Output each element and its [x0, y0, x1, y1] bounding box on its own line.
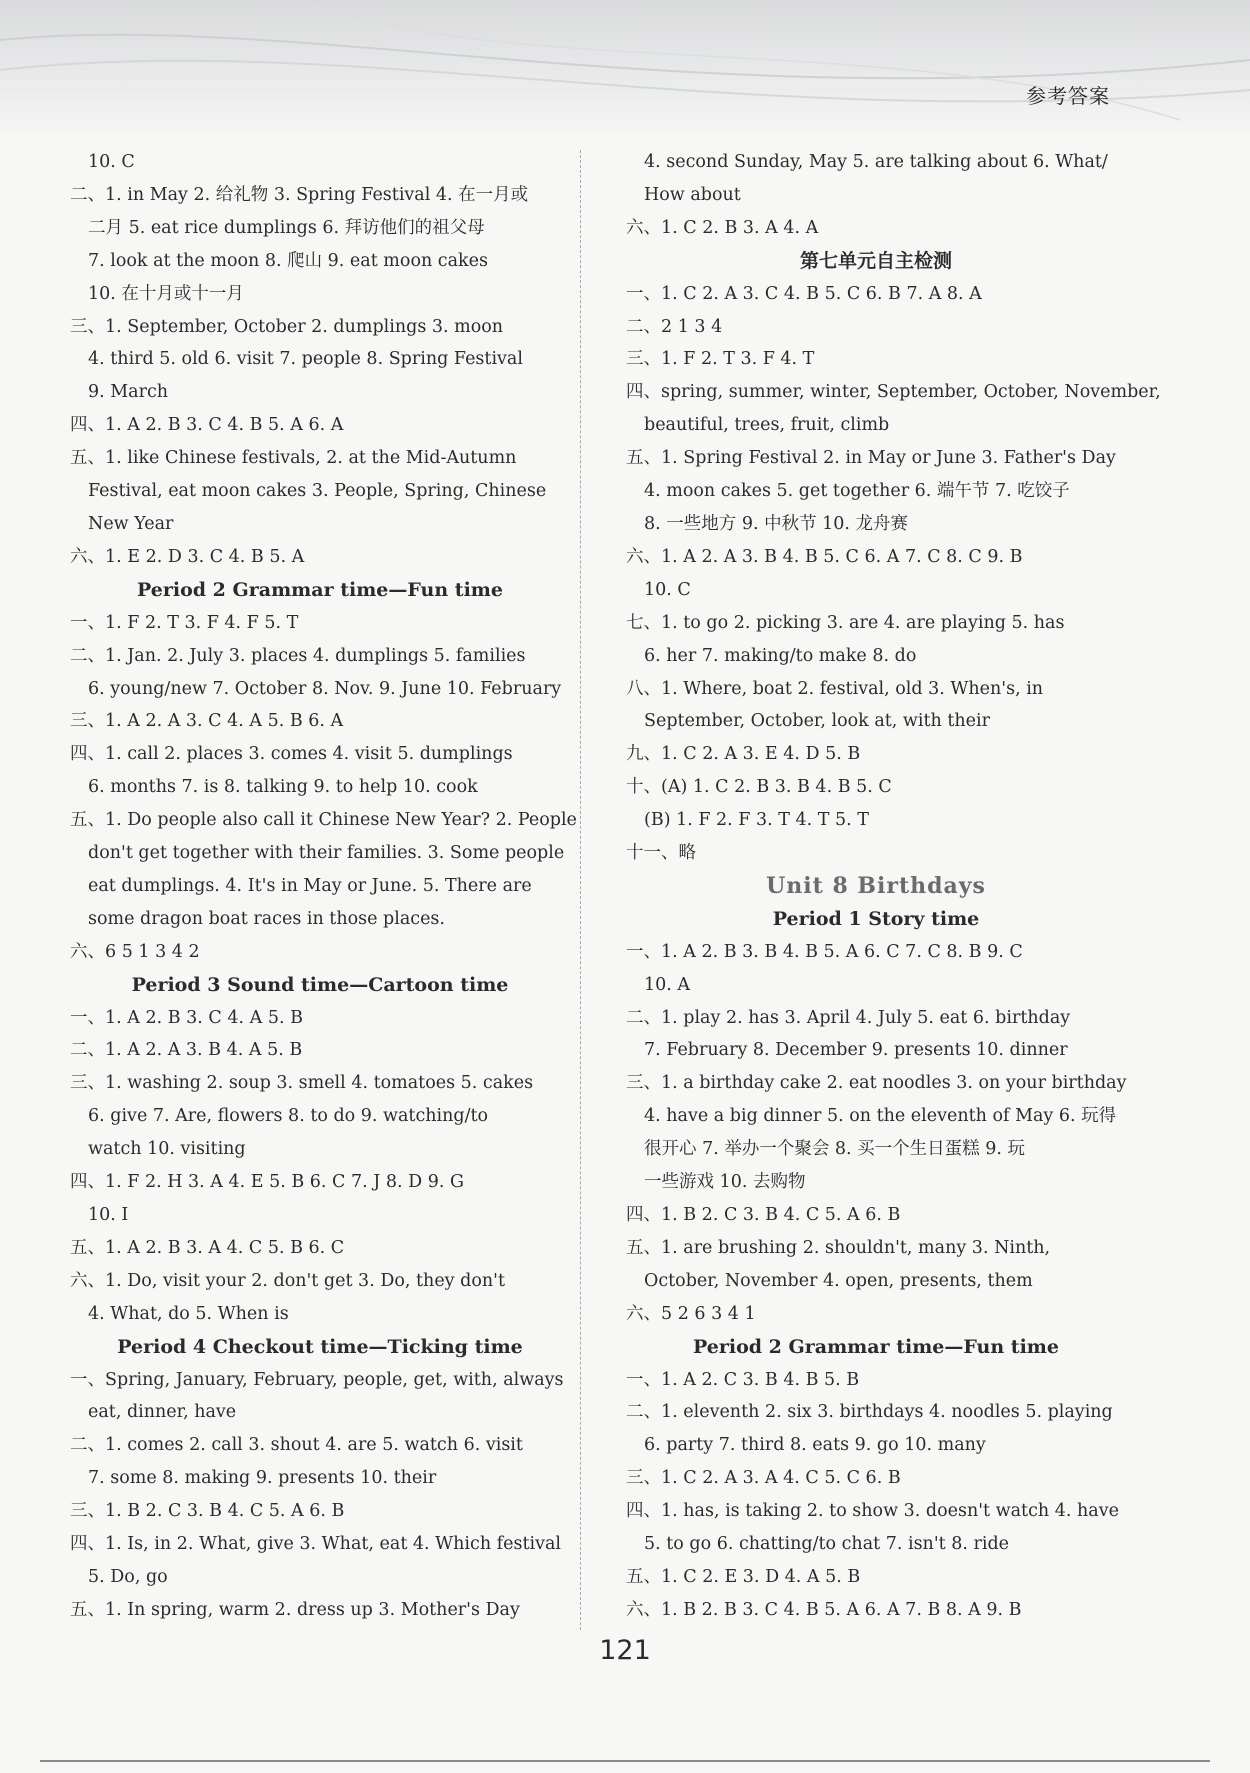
answer-line: 五、1. like Chinese festivals, 2. at the Mid-Autumn	[70, 448, 517, 469]
answer-line: 七、1. to go 2. picking 3. are 4. are playing 5. has	[626, 612, 1065, 633]
answer-line: 八、1. Where, boat 2. festival, old 3. When's, in	[626, 678, 1044, 699]
answer-line: 四、1. A 2. B 3. C 4. B 5. A 6. A	[70, 415, 344, 436]
answer-line: 四、spring, summer, winter, September, October, November,	[626, 382, 1161, 403]
answer-line: 三、1. washing 2. soup 3. smell 4. tomatoes 5. cakes	[70, 1073, 534, 1094]
right-column	[626, 146, 1161, 1627]
answer-line: 4. moon cakes 5. get together 6. 端午节 7. 吃饺子	[644, 481, 1070, 502]
answer-line: 五、1. A 2. B 3. A 4. C 5. B 6. C	[70, 1237, 345, 1258]
answer-line: 一、1. F 2. T 3. F 4. F 5. T	[70, 612, 299, 633]
answer-line: 一、Spring, January, February, people, get, with, always	[70, 1369, 564, 1390]
answer-line: 10. C	[644, 579, 691, 600]
answer-line: 很开心 7. 举办一个聚会 8. 买一个生日蛋糕 9. 玩	[644, 1139, 1025, 1160]
answer-line: 四、1. Is, in 2. What, give 3. What, eat 4. Which festival	[70, 1534, 562, 1555]
section-title: Period 2 Grammar time—Fun time	[693, 1335, 1059, 1358]
answer-line: 二、1. comes 2. call 3. shout 4. are 5. watch 6. visit	[70, 1435, 523, 1456]
answer-line: 四、1. has, is taking 2. to show 3. doesn't watch 4. have	[626, 1501, 1119, 1522]
answer-line: 6. party 7. third 8. eats 9. go 10. many	[644, 1435, 986, 1456]
answer-line: 4. have a big dinner 5. on the eleventh of May 6. 玩得	[644, 1106, 1117, 1127]
answer-line: 十一、略	[626, 843, 696, 864]
answer-line: 五、1. are brushing 2. shouldn't, many 3. Ninth,	[626, 1237, 1051, 1258]
answer-line: 8. 一些地方 9. 中秋节 10. 龙舟赛	[644, 513, 909, 534]
answer-line: 十、(A) 1. C 2. B 3. B 4. B 5. C	[626, 777, 892, 798]
answer-line: 六、6 5 1 3 4 2	[70, 941, 200, 962]
answer-line: 四、1. call 2. places 3. comes 4. visit 5. dumplings	[70, 744, 513, 765]
answer-line: 一、1. C 2. A 3. C 4. B 5. C 6. B 7. A 8. A	[626, 283, 982, 304]
answer-line: 三、1. A 2. A 3. C 4. A 5. B 6. A	[70, 711, 344, 732]
answer-line: 五、1. Spring Festival 2. in May or June 3. Father's Day	[626, 448, 1116, 469]
answer-line: 九、1. C 2. A 3. E 4. D 5. B	[626, 744, 861, 765]
answer-line: 一、1. A 2. B 3. B 4. B 5. A 6. C 7. C 8. B 9. C	[626, 941, 1023, 962]
header-label: 参考答案	[1026, 84, 1110, 108]
answer-line: 六、1. E 2. D 3. C 4. B 5. A	[70, 546, 305, 567]
answer-line: 6. young/new 7. October 8. Nov. 9. June 10. February	[88, 678, 562, 699]
answer-line: 10. I	[88, 1205, 129, 1225]
answer-line: 6. give 7. Are, flowers 8. to do 9. watching/to	[88, 1106, 489, 1127]
answer-line: 二、2 1 3 4	[626, 316, 723, 337]
answer-line: 三、1. a birthday cake 2. eat noodles 3. on your birthday	[626, 1073, 1127, 1094]
answer-line: 三、1. F 2. T 3. F 4. T	[626, 349, 815, 370]
answer-line: October, November 4. open, presents, them	[644, 1270, 1033, 1291]
answer-line: watch 10. visiting	[88, 1139, 246, 1160]
column-divider	[580, 150, 582, 1630]
answer-line: 四、1. F 2. H 3. A 4. E 5. B 6. C 7. J 8. D 9. G	[70, 1172, 464, 1193]
answer-line: 二、1. play 2. has 3. April 4. July 5. eat 6. birthday	[626, 1007, 1071, 1028]
answer-line: 5. to go 6. chatting/to chat 7. isn't 8. ride	[644, 1534, 1010, 1555]
answer-line: 4. second Sunday, May 5. are talking about 6. What/	[644, 152, 1108, 172]
answer-line: 六、1. Do, visit your 2. don't get 3. Do, they don't	[70, 1270, 505, 1291]
answer-line: 二、1. eleventh 2. six 3. birthdays 4. noodles 5. playing	[626, 1402, 1113, 1423]
answer-line: don't get together with their families. 3. Some people	[88, 843, 565, 864]
answer-line: some dragon boat races in those places.	[88, 908, 445, 929]
section-title: Period 2 Grammar time—Fun time	[137, 578, 503, 601]
answer-line: eat, dinner, have	[88, 1402, 237, 1423]
answer-line: 二、1. in May 2. 给礼物 3. Spring Festival 4. 在一月或	[70, 184, 529, 205]
answer-line: 6. months 7. is 8. talking 9. to help 10. cook	[88, 777, 478, 798]
answer-line: 六、1. C 2. B 3. A 4. A	[626, 217, 819, 238]
answer-line: 一、1. A 2. B 3. C 4. A 5. B	[70, 1007, 303, 1028]
section-title: Period 1 Story time	[772, 907, 980, 930]
answer-line: Festival, eat moon cakes 3. People, Spring, Chinese	[88, 481, 547, 502]
page-number: 121	[599, 1635, 651, 1666]
answer-line: 4. third 5. old 6. visit 7. people 8. Spring Festival	[88, 349, 523, 370]
answer-line: 6. her 7. making/to make 8. do	[644, 645, 917, 666]
answer-line: 10. 在十月或十一月	[88, 283, 244, 304]
section-title: Period 3 Sound time—Cartoon time	[131, 973, 509, 996]
answer-line: 二、1. Jan. 2. July 3. places 4. dumplings 5. families	[70, 645, 526, 666]
answer-line: 三、1. C 2. A 3. A 4. C 5. C 6. B	[626, 1468, 901, 1489]
answer-line: 六、5 2 6 3 4 1	[626, 1303, 756, 1324]
answer-line: 7. look at the moon 8. 爬山 9. eat moon cakes	[88, 250, 488, 271]
answer-line: New Year	[88, 513, 174, 534]
section-title: 第七单元自主检测	[799, 249, 952, 272]
answer-line: 5. Do, go	[88, 1566, 168, 1587]
answer-line: (B) 1. F 2. F 3. T 4. T 5. T	[644, 810, 869, 831]
footer-line	[40, 1760, 1210, 1762]
answer-line: 五、1. In spring, warm 2. dress up 3. Mother's Day	[70, 1599, 520, 1620]
answer-line: beautiful, trees, fruit, climb	[644, 415, 890, 436]
answer-line: eat dumplings. 4. It's in May or June. 5. There are	[88, 875, 532, 896]
answer-line: 7. February 8. December 9. presents 10. dinner	[644, 1040, 1068, 1061]
answer-line: 二、1. A 2. A 3. B 4. A 5. B	[70, 1040, 303, 1061]
answer-line: 五、1. Do people also call it Chinese New Year? 2. People	[70, 810, 577, 831]
answer-line: 三、1. B 2. C 3. B 4. C 5. A 6. B	[70, 1501, 345, 1522]
answer-line: September, October, look at, with their	[644, 711, 990, 732]
answer-line: 7. some 8. making 9. presents 10. their	[88, 1468, 437, 1489]
answer-line: 一些游戏 10. 去购物	[644, 1172, 806, 1193]
answer-line: 10. C	[88, 152, 135, 172]
answer-line: 六、1. B 2. B 3. C 4. B 5. A 6. A 7. B 8. A 9. B	[626, 1599, 1022, 1620]
answer-line: 10. A	[644, 974, 691, 995]
header-decoration	[0, 0, 1250, 140]
answer-line: 9. March	[88, 382, 169, 403]
answer-line: How about	[644, 184, 741, 205]
unit-title: Unit 8 Birthdays	[766, 872, 986, 899]
left-column	[70, 146, 577, 1627]
section-title: Period 4 Checkout time—Ticking time	[117, 1335, 523, 1358]
answer-line: 三、1. September, October 2. dumplings 3. moon	[70, 316, 504, 337]
answer-line: 二月 5. eat rice dumplings 6. 拜访他们的祖父母	[88, 217, 485, 238]
answer-line: 一、1. A 2. C 3. B 4. B 5. B	[626, 1369, 860, 1390]
answer-line: 五、1. C 2. E 3. D 4. A 5. B	[626, 1566, 861, 1587]
answer-line: 四、1. B 2. C 3. B 4. C 5. A 6. B	[626, 1205, 901, 1225]
answer-line: 六、1. A 2. A 3. B 4. B 5. C 6. A 7. C 8. C 9. B	[626, 546, 1023, 567]
answer-line: 4. What, do 5. When is	[88, 1303, 289, 1324]
